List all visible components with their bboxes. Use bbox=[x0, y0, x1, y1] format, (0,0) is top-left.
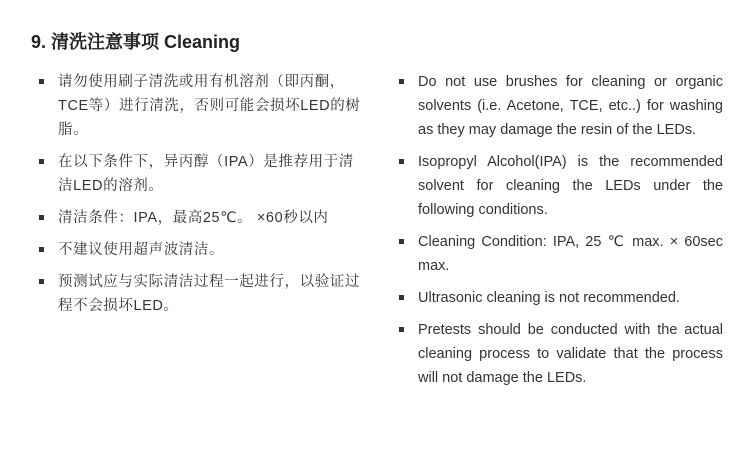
list-item bbox=[398, 286, 723, 310]
list-item bbox=[398, 70, 723, 142]
list-item bbox=[38, 238, 368, 262]
list-item-text: Do not use brushes for cleaning or organic solvents (i.e. Acetone, TCE, etc..) for washing as they may damage the resin of the LEDs. bbox=[418, 74, 723, 138]
list-item-text: Ultrasonic cleaning is not recommended. bbox=[418, 290, 680, 306]
square-bullet-icon bbox=[399, 295, 404, 300]
english-instructions-list bbox=[398, 70, 723, 398]
list-item bbox=[38, 270, 368, 318]
list-item-text: 清洁条件：IPA，最高25℃。 ×60秒以内 bbox=[58, 210, 329, 226]
list-item bbox=[38, 206, 368, 230]
square-bullet-icon bbox=[399, 239, 404, 244]
list-item bbox=[38, 70, 368, 142]
list-item-text: Isopropyl Alcohol(IPA) is the recommended solvent for cleaning the LEDs under the following conditions. bbox=[418, 154, 723, 218]
list-item bbox=[398, 318, 723, 390]
list-item-text: 不建议使用超声波清洁。 bbox=[58, 242, 225, 258]
list-item bbox=[398, 150, 723, 222]
square-bullet-icon bbox=[39, 159, 44, 164]
list-item-text: Pretests should be conducted with the actual cleaning process to validate that the process will not damage the LEDs. bbox=[418, 322, 723, 386]
list-item bbox=[38, 150, 368, 198]
square-bullet-icon bbox=[399, 327, 404, 332]
square-bullet-icon bbox=[399, 159, 404, 164]
square-bullet-icon bbox=[39, 215, 44, 220]
list-item bbox=[398, 230, 723, 278]
chinese-instructions-list bbox=[38, 70, 368, 326]
square-bullet-icon bbox=[39, 79, 44, 84]
list-item-text: Cleaning Condition: IPA, 25 ℃ max. × 60sec max. bbox=[418, 234, 723, 274]
square-bullet-icon bbox=[39, 279, 44, 284]
section-title: 9. 清洗注意事项 Cleaning bbox=[31, 32, 241, 52]
list-item-text: 在以下条件下，异丙醇（IPA）是推荐用于清洁LED的溶剂。 bbox=[58, 154, 354, 194]
square-bullet-icon bbox=[39, 247, 44, 252]
list-item-text: 请勿使用刷子清洗或用有机溶剂（即丙酮，TCE等）进行清洗，否则可能会损坏LED的树脂。 bbox=[58, 74, 361, 138]
square-bullet-icon bbox=[399, 79, 404, 84]
list-item-text: 预测试应与实际清洁过程一起进行，以验证过程不会损坏LED。 bbox=[58, 274, 360, 314]
